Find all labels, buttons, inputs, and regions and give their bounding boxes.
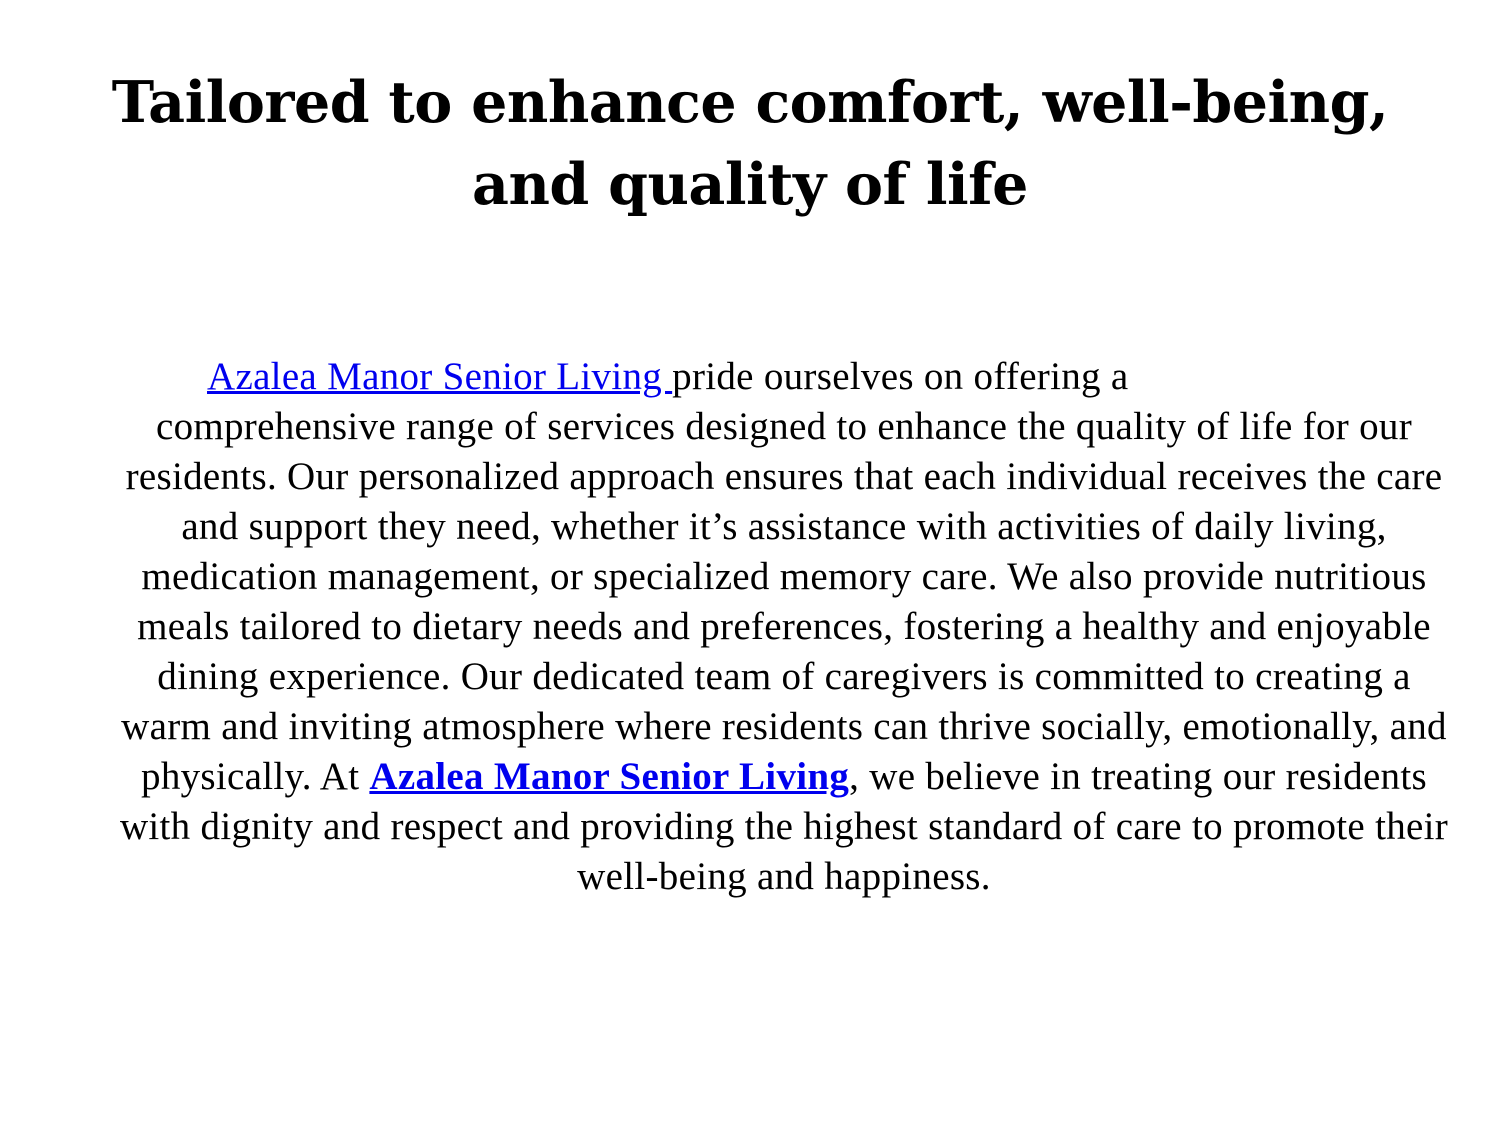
paragraph-text-2: comprehensive range of services designed to enhance the quality of life for our residents. Our personalized approach ensures that each individual receives the care and support they need, whether it’s assistance with activities of daily living, medication management, or specialized memory care. We also provide nutritious meals tailored to dietary needs and preferences, fostering a healthy and enjoyable dining experience. Our dedicated team of caregivers is committed to creating a warm and inviting atmosphere where residents can thrive socially, emotionally, and physically. At: [121, 405, 1447, 798]
azalea-manor-link-2[interactable]: Azalea Manor Senior Living: [369, 755, 850, 798]
paragraph-text-1: pride ourselves on offering a: [672, 355, 1129, 398]
body-paragraph: [112, 352, 1456, 902]
first-line: [112, 352, 1456, 402]
azalea-manor-link-1[interactable]: Azalea Manor Senior Living: [207, 355, 673, 398]
page-title: Tailored to enhance comfort, well-being, and quality of life: [111, 69, 1389, 218]
paragraph-text-3: , we believe in treating our residents with dignity and respect and providing the highest standard of care to promote their well-being and happiness.: [119, 755, 1449, 898]
